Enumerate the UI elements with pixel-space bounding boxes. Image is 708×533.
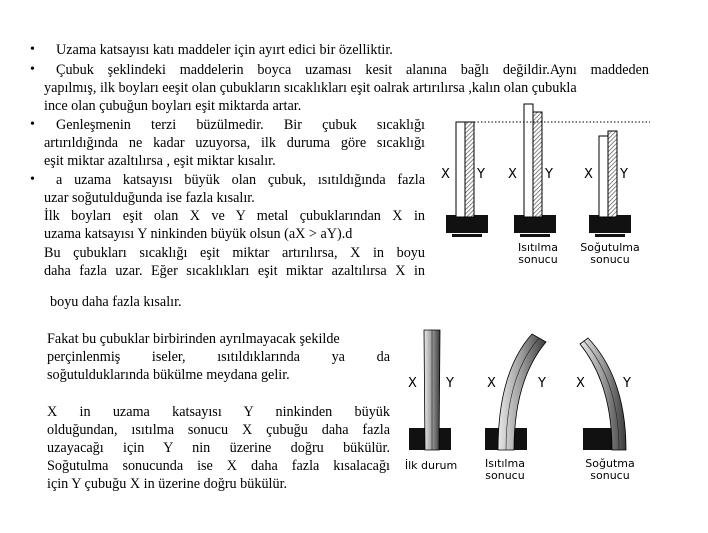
rod-y — [465, 122, 474, 217]
paragraph-1-line-1: İlk boyları eşit olan X ve Y metal çubuklarından X in — [44, 208, 425, 224]
rod-y — [533, 112, 542, 217]
label-y: Y — [477, 167, 485, 182]
label-x: X — [441, 167, 450, 182]
label-x: X — [408, 376, 417, 391]
caption-heated: Isıtılma sonucu — [485, 457, 525, 482]
paragraph-2-line-2: daha fazla uzar. Eğer sıcaklıkları eşit miktar azaltılırsa X in — [44, 263, 425, 279]
bending-paragraph-line-1: X in uzama katsayısı Y ninkinden büyük — [47, 404, 390, 420]
riveted-paragraph-line-3: soğutulduklarında bükülme meydana gelir. — [47, 367, 290, 383]
bullet-3-line-3: eşit miktar azaltılırsa , eşit miktar kısalır. — [44, 153, 276, 169]
label-y: Y — [620, 167, 628, 182]
paragraph-2-line-1: Bu çubukları sıcaklığı eşit miktar artırılırsa, X in boyu — [44, 245, 425, 261]
bullet-2-line-1: Çubuk şeklindeki maddelerin boyca uzaması kesit alanına bağlı değildir.Aynı maddeden — [56, 62, 649, 78]
caption-initial: İlk durum — [404, 459, 458, 472]
bending-paragraph-line-4: Soğutulma sonucunda ise X daha fazla kısalacağı — [47, 458, 390, 474]
bullet-symbol: • — [30, 42, 35, 57]
bullet-3-line-2: artırıldığında ne kadar uzuyorsa, ilk duruma göre sıcaklığı — [44, 135, 425, 151]
label-y: Y — [446, 376, 454, 391]
rod-y — [608, 131, 617, 217]
base-block — [589, 215, 631, 233]
paragraph-1-line-2: uzama katsayısı Y ninkinden büyük olsun (aX > aY).d — [44, 226, 353, 242]
rod-x — [599, 136, 608, 217]
bullet-1-text: Uzama katsayısı katı maddeler için ayırt edici bir özelliktir. — [56, 42, 393, 58]
bullet-3-line-1: Genleşmenin terzi büzülmedir. Bir çubuk sıcaklığı — [56, 117, 425, 133]
label-x: X — [487, 376, 496, 391]
bullet-4-line-2: uzar soğutulduğunda ise fazla kısalır. — [44, 190, 255, 206]
rod-x — [456, 122, 465, 217]
bullet-2-line-3: ince olan çubuğun boyları eşit miktarda artar. — [44, 98, 302, 114]
base-block — [514, 215, 556, 233]
caption-cooled: Soğutma sonucu — [585, 457, 635, 482]
bullet-2-line-2: yapılmış, ilk boyları eeşit olan çubukların sıcaklıkları eşit oalrak artırılırsa ,kalın olan çubukla — [44, 80, 577, 96]
bullet-4-line-1: a uzama katsayısı büyük olan çubuk, ısıtıldığında fazla — [56, 172, 425, 188]
caption-cooled: Soğutulma sonucu — [580, 241, 640, 266]
caption-heated: Isıtılma sonucu — [518, 241, 558, 266]
bullet-symbol: • — [30, 117, 35, 132]
bullet-symbol: • — [30, 62, 35, 77]
bending-paragraph-line-5: için Y çubuğu X in üzerine doğru bükülür. — [47, 476, 288, 492]
label-x: X — [576, 376, 585, 391]
label-y: Y — [538, 376, 546, 391]
bullet-symbol: • — [30, 172, 35, 187]
label-y: Y — [545, 167, 553, 182]
rod-x — [524, 104, 533, 217]
bending-paragraph-line-3: uzayacağı için Y nin üzerine doğru bükülür. — [47, 440, 390, 456]
paragraph-2-line-3: boyu daha fazla kısalır. — [50, 294, 182, 310]
label-y: Y — [623, 376, 631, 391]
base-block — [446, 215, 488, 233]
riveted-paragraph-line-2: perçinlenmiş iseler, ısıtıldıklarında ya da — [47, 349, 390, 365]
bottom-figure-heated — [485, 334, 546, 450]
riveted-paragraph-line-1: Fakat bu çubuklar birbirinden ayrılmayacak şekilde — [47, 331, 340, 347]
top-figure-cooled — [589, 131, 631, 237]
label-x: X — [584, 167, 593, 182]
bending-paragraph-line-2: olduğundan, ısıtılma sonucu X çubuğu daha fazla — [47, 422, 390, 438]
label-x: X — [508, 167, 517, 182]
bottom-figure-cooled — [580, 338, 626, 450]
